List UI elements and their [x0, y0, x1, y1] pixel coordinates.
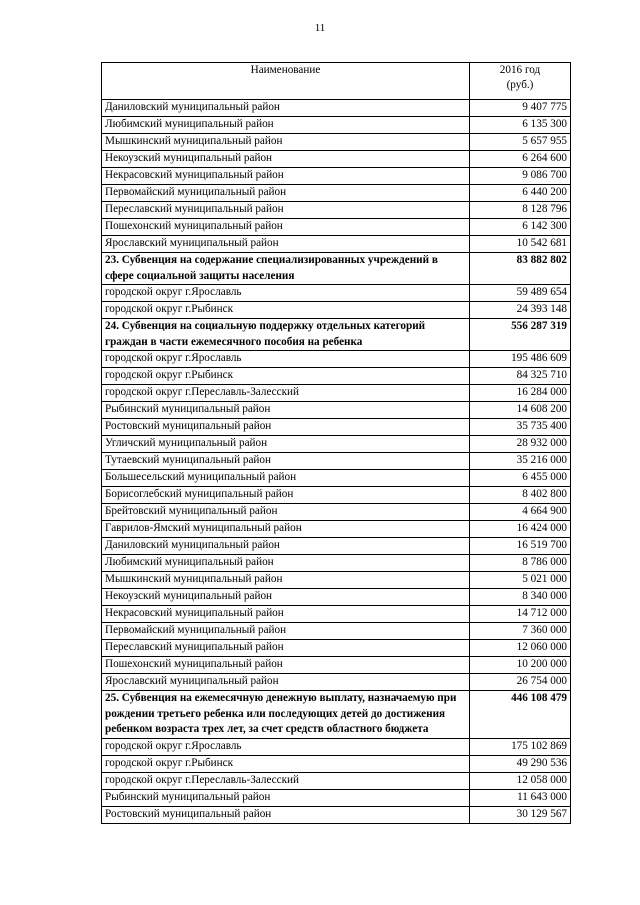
section-total: 83 882 802 — [470, 253, 571, 285]
row-value: 59 489 654 — [470, 285, 571, 302]
budget-table — [101, 62, 571, 824]
row-value: 6 455 000 — [470, 470, 571, 487]
header-name: Наименование — [102, 63, 470, 100]
row-value: 16 284 000 — [470, 385, 571, 402]
row-value: 14 712 000 — [470, 606, 571, 623]
table-row — [102, 674, 571, 691]
row-name: Первомайский муниципальный район — [102, 185, 470, 202]
row-value: 8 402 800 — [470, 487, 571, 504]
row-name: Рыбинский муниципальный район — [102, 789, 470, 806]
table-row — [102, 487, 571, 504]
header-year — [470, 63, 571, 100]
row-name: Первомайский муниципальный район — [102, 623, 470, 640]
row-value: 16 424 000 — [470, 521, 571, 538]
header-unit-label: (руб.) — [506, 79, 534, 91]
table-row — [102, 640, 571, 657]
table-row — [102, 453, 571, 470]
row-value: 10 200 000 — [470, 657, 571, 674]
table-row — [102, 470, 571, 487]
row-name: Большесельский муниципальный район — [102, 470, 470, 487]
row-value: 24 393 148 — [470, 302, 571, 319]
section-row — [102, 253, 571, 285]
table-body — [102, 100, 571, 824]
table-header-row — [102, 63, 571, 100]
row-value: 6 440 200 — [470, 185, 571, 202]
table-row — [102, 100, 571, 117]
row-value: 5 021 000 — [470, 572, 571, 589]
row-name: Мышкинский муниципальный район — [102, 134, 470, 151]
table-row — [102, 402, 571, 419]
row-name: городской округ г.Рыбинск — [102, 302, 470, 319]
row-value: 49 290 536 — [470, 755, 571, 772]
table-row — [102, 117, 571, 134]
row-value: 9 086 700 — [470, 168, 571, 185]
row-value: 5 657 955 — [470, 134, 571, 151]
row-value: 10 542 681 — [470, 236, 571, 253]
row-value: 30 129 567 — [470, 806, 571, 823]
row-name: Некрасовский муниципальный район — [102, 606, 470, 623]
table-row — [102, 772, 571, 789]
row-name: Некоузский муниципальный район — [102, 589, 470, 606]
row-name: городской округ г.Ярославль — [102, 351, 470, 368]
table-row — [102, 555, 571, 572]
row-value: 84 325 710 — [470, 368, 571, 385]
row-name: Мышкинский муниципальный район — [102, 572, 470, 589]
row-name: Переславский муниципальный район — [102, 202, 470, 219]
row-value: 6 264 600 — [470, 151, 571, 168]
row-name: Ярославский муниципальный район — [102, 674, 470, 691]
table-row — [102, 623, 571, 640]
table-row — [102, 436, 571, 453]
section-row — [102, 319, 571, 351]
row-value: 11 643 000 — [470, 789, 571, 806]
row-name: Переславский муниципальный район — [102, 640, 470, 657]
table-row — [102, 504, 571, 521]
row-name: городской округ г.Переславль-Залесский — [102, 385, 470, 402]
table-row — [102, 168, 571, 185]
row-value: 7 360 000 — [470, 623, 571, 640]
table-row — [102, 738, 571, 755]
row-name: Ростовский муниципальный район — [102, 806, 470, 823]
row-name: Гаврилов-Ямский муниципальный район — [102, 521, 470, 538]
row-name: Борисоглебский муниципальный район — [102, 487, 470, 504]
row-name: Даниловский муниципальный район — [102, 100, 470, 117]
table-row — [102, 538, 571, 555]
row-name: Пошехонский муниципальный район — [102, 657, 470, 674]
table-row — [102, 657, 571, 674]
row-value: 9 407 775 — [470, 100, 571, 117]
row-name: городской округ г.Переславль-Залесский — [102, 772, 470, 789]
row-name: Рыбинский муниципальный район — [102, 402, 470, 419]
table-row — [102, 134, 571, 151]
row-value: 6 142 300 — [470, 219, 571, 236]
row-name: Угличский муниципальный район — [102, 436, 470, 453]
row-name: городской округ г.Рыбинск — [102, 755, 470, 772]
row-value: 35 216 000 — [470, 453, 571, 470]
table-row — [102, 302, 571, 319]
table-row — [102, 572, 571, 589]
row-name: городской округ г.Ярославль — [102, 738, 470, 755]
table-row — [102, 219, 571, 236]
row-value: 175 102 869 — [470, 738, 571, 755]
table-row — [102, 789, 571, 806]
row-name: Тутаевский муниципальный район — [102, 453, 470, 470]
table-row — [102, 385, 571, 402]
table-row — [102, 185, 571, 202]
row-name: городской округ г.Ярославль — [102, 285, 470, 302]
section-title: 23. Субвенция на содержание специализированных учреждений в сфере социальной защиты населения — [102, 253, 470, 285]
table-row — [102, 351, 571, 368]
table-row — [102, 236, 571, 253]
row-name: Некоузский муниципальный район — [102, 151, 470, 168]
table-row — [102, 521, 571, 538]
row-value: 35 735 400 — [470, 419, 571, 436]
row-name: Пошехонский муниципальный район — [102, 219, 470, 236]
section-total: 446 108 479 — [470, 691, 571, 739]
page-number: 11 — [314, 22, 326, 34]
row-value: 26 754 000 — [470, 674, 571, 691]
row-name: Ростовский муниципальный район — [102, 419, 470, 436]
table-row — [102, 606, 571, 623]
row-value: 4 664 900 — [470, 504, 571, 521]
table-row — [102, 589, 571, 606]
row-value: 12 058 000 — [470, 772, 571, 789]
row-name: Брейтовский муниципальный район — [102, 504, 470, 521]
row-name: Даниловский муниципальный район — [102, 538, 470, 555]
row-name: городской округ г.Рыбинск — [102, 368, 470, 385]
row-value: 14 608 200 — [470, 402, 571, 419]
row-value: 16 519 700 — [470, 538, 571, 555]
row-value: 8 786 000 — [470, 555, 571, 572]
section-title: 24. Субвенция на социальную поддержку отдельных категорий граждан в части ежемесячного пособия на ребенка — [102, 319, 470, 351]
row-value: 8 340 000 — [470, 589, 571, 606]
row-name: Ярославский муниципальный район — [102, 236, 470, 253]
row-value: 6 135 300 — [470, 117, 571, 134]
table-row — [102, 202, 571, 219]
row-value: 8 128 796 — [470, 202, 571, 219]
header-year-label: 2016 год — [499, 64, 541, 76]
table-row — [102, 285, 571, 302]
row-name: Любимский муниципальный район — [102, 555, 470, 572]
section-title: 25. Субвенция на ежемесячную денежную выплату, назначаемую при рождении третьего ребенка или последующих детей до достижения ребенком возраста трех лет, за счет средств областного бюджета — [102, 691, 470, 739]
row-value: 195 486 609 — [470, 351, 571, 368]
row-name: Некрасовский муниципальный район — [102, 168, 470, 185]
table-row — [102, 419, 571, 436]
table-row — [102, 151, 571, 168]
section-row — [102, 691, 571, 739]
row-value: 12 060 000 — [470, 640, 571, 657]
row-value: 28 932 000 — [470, 436, 571, 453]
table-row — [102, 755, 571, 772]
row-name: Любимский муниципальный район — [102, 117, 470, 134]
section-total: 556 287 319 — [470, 319, 571, 351]
table-row — [102, 806, 571, 823]
table-row — [102, 368, 571, 385]
